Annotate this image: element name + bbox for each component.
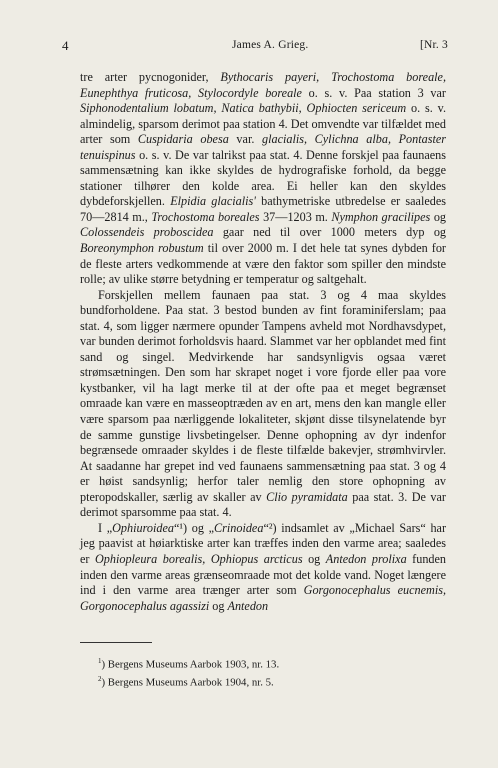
- italic-run: Bythocaris payeri, Trochostoma boreale, Eunephthya fruticosa, Stylocordyle boreale: [80, 70, 447, 100]
- text-run: “¹) og „: [173, 520, 214, 535]
- italic-run: Boreonymphon robustum: [80, 241, 204, 256]
- footnote: $^2$) Bergens Museums Aarbok 1904, nr. 5.: [98, 674, 274, 689]
- text-run: og: [209, 598, 228, 613]
- italic-run: Colossendeis proboscidea: [80, 225, 214, 240]
- italic-run: Gorgonocephalus eucnemis, Gorgonocephalus agassizi: [80, 583, 446, 613]
- italic-run: Nymphon gracilipes: [331, 209, 431, 224]
- text-run: o. s. v. almindelig, sparsom derimot paa station 4. Det omvendte var tilfældet med arter som: [80, 101, 446, 147]
- text-run: funden inden den varme areas grænseomraade mot det kolde vand. Noget længere ind i den varme area trænger arter som: [80, 551, 447, 598]
- text-run: I „: [98, 520, 113, 535]
- text-run: o. s. v. Paa station 3 var: [301, 85, 446, 100]
- text-run: tre arter pycnogonider,: [80, 70, 221, 84]
- italic-run: Trochostoma boreales: [151, 209, 260, 224]
- page-number: 4: [62, 38, 69, 53]
- text-run: paa stat. 3. De var derimot sparsomme paa stat. 4.: [80, 489, 446, 520]
- italic-run: Clio pyramidata: [266, 489, 348, 504]
- italic-run: Ophiopleura borealis, Ophiopus arcticus: [94, 551, 303, 566]
- text-run: bathymetriske utbredelse er saaledes 70—2814 m.,: [80, 194, 447, 224]
- text-run: o. s. v. De var talrikst paa stat. 4. Denne forskjel paa faunaens sammensætning kan ikke skyldes de hydrografiske forhold, da begge stationer tilhører den kolde area. Ei heller kan den skyldes dybdeforskjellen.: [80, 147, 446, 209]
- italic-run: Elpidia glacialis': [170, 194, 256, 209]
- italic-run: Cuspidaria obesa: [137, 132, 229, 147]
- text-run: var.: [228, 132, 262, 147]
- italic-run: Crinoidea: [214, 520, 264, 535]
- body-text: [80, 70, 446, 614]
- italic-run: Ophiuroidea: [112, 520, 174, 535]
- paragraph: [80, 521, 446, 614]
- footnote: $^1$) Bergens Museums Aarbok 1903, nr. 13.: [98, 657, 280, 671]
- footnote-rule: [80, 642, 152, 643]
- italic-run: glacialis, Cylichna alba, Pontaster tenuispinus: [80, 132, 447, 162]
- footnote-text: Bergens Museums Aarbok 1904, nr. 5.: [107, 676, 274, 689]
- italic-run: Antedon: [227, 598, 269, 613]
- text-run: og: [430, 209, 446, 224]
- italic-run: Antedon prolixa: [325, 551, 407, 566]
- text-run: 37—1203 m.: [259, 209, 332, 224]
- running-header: [62, 38, 448, 56]
- paragraph: [80, 288, 446, 521]
- text-run: og: [302, 551, 326, 566]
- footnote-mark: 2: [98, 674, 102, 683]
- text-run: Forskjellen mellem faunaen paa stat. 3 og 4 maa skyldes bundforholdene. Paa stat. 3 bestod bunden av fint foraminiferslam; paa stat. 4, som ligger nærmere opunder Tampens avheld mot Nordhavsdypet, var bunden derimot forholdsvis haard. Slammet var her opblandet med fint sand og singel. Medvirkende har sandsynligvis ogsaa været strømsætningen. Den som har skrapet noget i vore fjorde eller paa vore kystbanker, vil ha lagt merke til at der ofte paa et meget begrænset omraade kan være en masseoptræden av en art, mens den kan mangle eller være sparsom paa nærliggende lokaliteter, skjønt disse tilsynelatende byr de samme gunstige livsbetingelser. Denne ophopning av dyr indenfor begrænsede omraader skyldes i de fleste tilfælde bakevjer, strømhvirvler. At saadanne har grepet ind ved faunaens sammensætning paa stat. 3 og 4 er høist sandsynlig; herfor taler nemlig den store ophopning av pteropodskaller, særlig av skaller av: [80, 287, 446, 504]
- series-number: [Nr. 3: [419, 39, 448, 51]
- paragraph: [80, 70, 446, 288]
- italic-run: Siphonodentalium lobatum, Natica bathybii, Ophiocten sericeum: [80, 101, 407, 116]
- text-run: “²) indsamlet av „Michael Sars“ har jeg paavist at høiarktiske arter kan træffes inden den varme area; saaledes er: [80, 520, 447, 566]
- footnotes: [98, 654, 418, 689]
- footnote-mark: 1: [98, 657, 102, 665]
- text-run: til over 2000 m. I det hele tat synes dybden for de fleste arters vedkommende at være den faktor som spiller den mindste rolle; av ulike større betydning er temperatur og saltgehalt.: [80, 241, 446, 287]
- text-run: gaar ned til over 1000 meters dyp og: [213, 225, 447, 240]
- running-author: James A. Grieg.: [232, 39, 309, 51]
- footnote-text: Bergens Museums Aarbok 1903, nr. 13.: [107, 658, 280, 671]
